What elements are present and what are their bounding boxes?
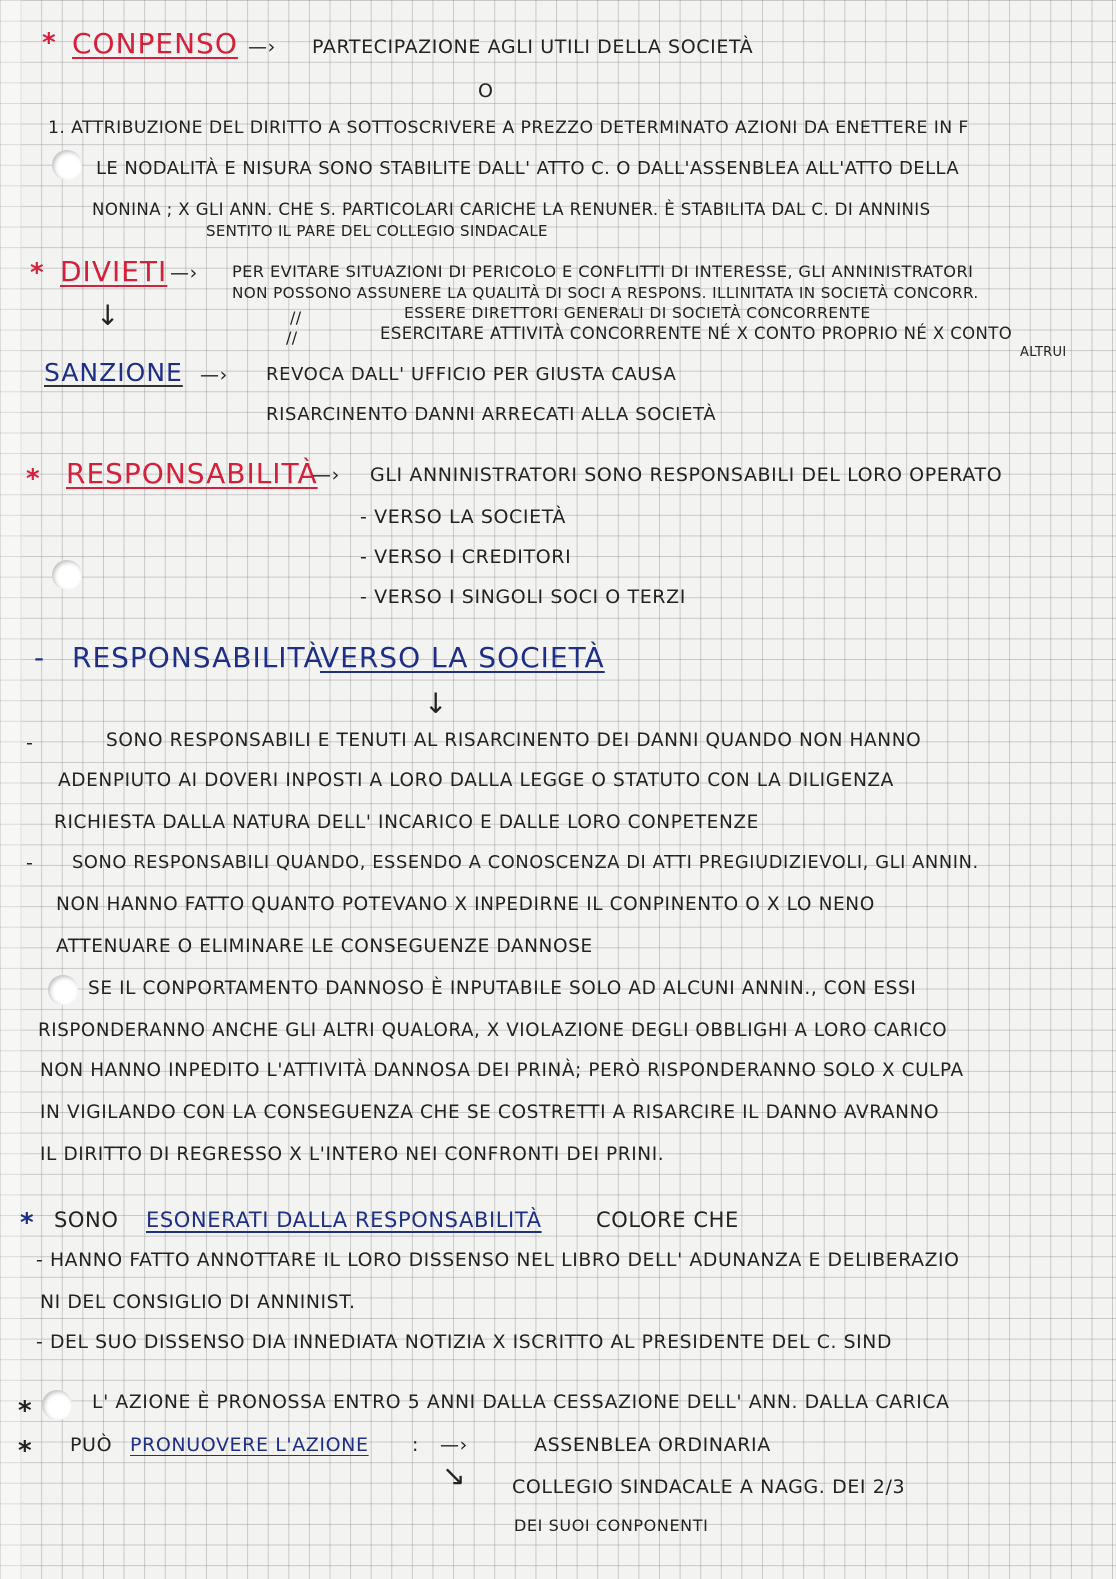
paragraph-2-line: SONO RESPONSABILI QUANDO, ESSENDO A CONOSCENZA DI ATTI PREGIUDIZIEVOLI, GLI ANNIN. [72, 852, 979, 873]
paragraph-3-line: NON HANNO INPEDITO L'ATTIVITÀ DANNOSA DEI PRINÀ; PERÒ RISPONDERANNO SOLO X CULPA [40, 1060, 964, 1081]
dash: - [26, 732, 34, 754]
esonerati-line-2: NI DEL CONSIGLIO DI ANNINIST. [40, 1292, 356, 1313]
azione-line-1: L' AZIONE È PRONOSSA ENTRO 5 ANNI DALLA CESSAZIONE DELL' ANN. DALLA CARICA [92, 1392, 950, 1413]
paragraph-3-line: SE IL CONPORTAMENTO DANNOSO È INPUTABILE SOLO AD ALCUNI ANNIN., CON ESSI [88, 978, 917, 999]
colon: : [412, 1434, 420, 1456]
diagonal-arrow-icon: ↘ [442, 1459, 467, 1492]
divieti-line-5: ALTRUI [1020, 345, 1067, 360]
compenso-line-3: LE NODALITÀ E NISURA SONO STABILITE DALL' ATTO C. O DALL'ASSENBLEA ALL'ATTO DELLA [96, 158, 960, 179]
arrow: —› [312, 464, 340, 486]
heading-verso-societa-b: VERSO LA SOCIETÀ [320, 641, 605, 674]
bullet-star: * [18, 1436, 32, 1466]
azione-promuovere-a: PUÒ [70, 1434, 113, 1456]
paragraph-1-line: RICHIESTA DALLA NATURA DELL' INCARICO E DALLE LORO CONPETENZE [54, 812, 759, 833]
paragraph-2-line: ATTENUARE O ELIMINARE LE CONSEGUENZE DANNOSE [56, 936, 593, 957]
heading-esonerati: ESONERATI DALLA RESPONSABILITÀ [146, 1208, 542, 1232]
divieti-line-1: PER EVITARE SITUAZIONI DI PERICOLO E CONFLITTI DI INTERESSE, GLI ANNINISTRATORI [232, 262, 974, 281]
down-arrow: ↓ [424, 687, 449, 720]
responsabilita-item: - VERSO I SINGOLI SOCI O TERZI [360, 586, 686, 608]
down-arrow: ↓ [96, 299, 121, 332]
responsabilita-item: - VERSO I CREDITORI [360, 546, 572, 568]
responsabilita-item: - VERSO LA SOCIETÀ [360, 506, 567, 528]
divieti-line-2: NON POSSONO ASSUNERE LA QUALITÀ DI SOCI A RESPONS. ILLINITATA IN SOCIETÀ CONCORR. [232, 284, 979, 302]
divieti-line-3: ESSERE DIRETTORI GENERALI DI SOCIETÀ CONCORRENTE [404, 304, 871, 322]
dash: - [26, 852, 34, 874]
punch-hole [52, 150, 82, 180]
paragraph-1-line: SONO RESPONSABILI E TENUTI AL RISARCINENTO DEI DANNI QUANDO NON HANNO [106, 730, 922, 751]
bullet-star: * [42, 28, 56, 58]
compenso-line-4: NONINA ; X GLI ANN. CHE S. PARTICOLARI CARICHE LA RENUNER. È STABILITA DAL C. DI ANNINIS [92, 200, 931, 219]
esonerati-line-1: - HANNO FATTO ANNOTTARE IL LORO DISSENSO NEL LIBRO DELL' ADUNANZA E DELIBERAZIO [36, 1250, 960, 1271]
punch-hole [48, 975, 78, 1005]
arrow: —› [200, 364, 228, 386]
paragraph-3-line: IL DIRITTO DI REGRESSO X L'INTERO NEI CONFRONTI DEI PRINI. [40, 1144, 665, 1165]
heading-responsabilita: RESPONSABILITÀ [66, 457, 318, 490]
heading-verso-societa-a: RESPONSABILITÀ [72, 641, 324, 674]
compenso-line-5: SENTITO IL PARE DEL COLLEGIO SINDACALE [206, 222, 548, 240]
dash: - [34, 641, 46, 674]
bullet-star: * [26, 464, 40, 494]
bullet-star: * [20, 1208, 34, 1238]
responsabilita-line-1: GLI ANNINISTRATORI SONO RESPONSABILI DEL LORO OPERATO [370, 464, 1003, 486]
bullet-star: * [18, 1396, 32, 1426]
divieti-line-4: ESERCITARE ATTIVITÀ CONCORRENTE NÉ X CONTO PROPRIO NÉ X CONTO [380, 324, 1013, 343]
punch-hole [42, 1390, 72, 1420]
compenso-or: O [478, 80, 494, 102]
bullet-star: * [30, 258, 44, 288]
heading-divieti: DIVIETI [60, 255, 168, 288]
paragraph-3-line: IN VIGILANDO CON LA CONSEGUENZA CHE SE COSTRETTI A RISARCIRE IL DANNO AVRANNO [40, 1102, 940, 1123]
esonerati-tail: COLORE CHE [596, 1208, 739, 1232]
compenso-line-2: 1. ATTRIBUZIONE DEL DIRITTO A SOTTOSCRIVERE A PREZZO DETERMINATO AZIONI DA ENETTERE IN F [48, 118, 969, 138]
arrow: —› [170, 262, 198, 284]
heading-promuovere: PRONUOVERE L'AZIONE [130, 1434, 369, 1456]
azione-option-3: DEI SUOI CONPONENTI [514, 1516, 709, 1535]
page-margin [0, 0, 22, 1579]
arrow: —› [248, 36, 276, 58]
divieti-ditto: // [290, 308, 302, 327]
heading-sanzione: SANZIONE [44, 358, 183, 387]
paragraph-3-line: RISPONDERANNO ANCHE GLI ALTRI QUALORA, X VIOLAZIONE DEGLI OBBLIGHI A LORO CARICO [38, 1020, 948, 1041]
paragraph-2-line: NON HANNO FATTO QUANTO POTEVANO X INPEDIRNE IL CONPINENTO O X LO NENO [56, 894, 875, 915]
esonerati-word: SONO [54, 1208, 119, 1232]
heading-compenso: CONPENSO [72, 27, 238, 60]
esonerati-line-3: - DEL SUO DISSENSO DIA INNEDIATA NOTIZIA X ISCRITTO AL PRESIDENTE DEL C. SIND [36, 1332, 893, 1353]
azione-option-1: ASSENBLEA ORDINARIA [534, 1434, 771, 1456]
sanzione-line-2: RISARCINENTO DANNI ARRECATI ALLA SOCIETÀ [266, 404, 717, 425]
punch-hole [52, 560, 82, 590]
sanzione-line-1: REVOCA DALL' UFFICIO PER GIUSTA CAUSA [266, 364, 677, 385]
arrow: —› [440, 1434, 468, 1456]
azione-option-2: COLLEGIO SINDACALE A NAGG. DEI 2/3 [512, 1476, 906, 1498]
divieti-ditto: // [286, 328, 298, 347]
compenso-line-1: PARTECIPAZIONE AGLI UTILI DELLA SOCIETÀ [312, 36, 754, 58]
paragraph-1-line: ADENPIUTO AI DOVERI INPOSTI A LORO DALLA LEGGE O STATUTO CON LA DILIGENZA [58, 770, 894, 791]
